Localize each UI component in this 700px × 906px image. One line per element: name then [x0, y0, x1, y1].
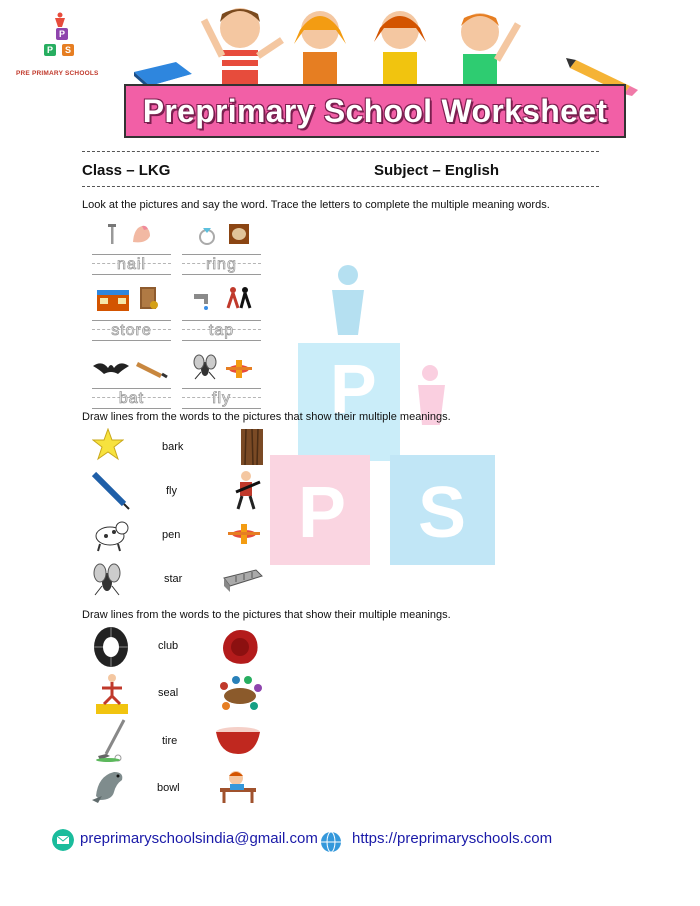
guitarist-icon — [232, 470, 264, 510]
faucet-icon — [192, 288, 214, 312]
bowl-icon — [214, 726, 262, 756]
barking-dog-icon — [90, 516, 130, 552]
footer-website[interactable]: https://preprimaryschools.com — [352, 830, 553, 847]
seal-animal-icon — [90, 766, 130, 804]
airplane-icon — [226, 522, 262, 546]
nail-icon — [100, 222, 122, 246]
boxing-ring-icon — [228, 222, 250, 246]
logo-letter-s: S — [62, 44, 74, 56]
divider — [82, 151, 599, 152]
housefly-icon — [92, 560, 122, 596]
trace-word: store — [111, 322, 152, 339]
match-word: fly — [166, 485, 177, 497]
logo-figure-icon — [52, 12, 68, 28]
cupboard-icon — [138, 286, 160, 310]
diamond-ring-icon — [196, 222, 218, 246]
kids-illustration — [200, 0, 530, 88]
trace-box-tap[interactable] — [182, 320, 261, 342]
section1-instruction: Look at the pictures and say the word. Trace the letters to complete the multiple meaning words. — [82, 199, 550, 211]
svg-text:S: S — [418, 473, 467, 553]
match-word: bowl — [157, 782, 180, 794]
club-meeting-icon — [216, 672, 264, 714]
trace-box-fly[interactable] — [182, 388, 261, 410]
match-word: pen — [162, 529, 181, 541]
bat-animal-icon — [92, 356, 130, 380]
trace-word: tap — [208, 322, 235, 339]
divider — [82, 186, 599, 187]
tire-icon — [92, 626, 130, 668]
shop-icon — [96, 288, 130, 312]
footer-email[interactable]: preprimaryschoolsindia@gmail.com — [80, 830, 318, 847]
svg-text:P: P — [298, 473, 347, 553]
trace-box-bat[interactable] — [92, 388, 171, 410]
logo-text: PRE PRIMARY SCHOOLS — [16, 70, 99, 77]
trace-box-nail[interactable] — [92, 254, 171, 276]
housefly-icon — [192, 352, 218, 380]
logo-letter-p: P — [44, 44, 56, 56]
section2-instruction: Draw lines from the words to the pictures that show their multiple meanings. — [82, 411, 451, 423]
tap-dancers-icon — [224, 286, 254, 310]
trace-box-store[interactable] — [92, 320, 171, 342]
cricket-bat-icon — [136, 356, 168, 380]
section3-instruction: Draw lines from the words to the pictures that show their multiple meanings. — [82, 609, 451, 621]
email-icon — [52, 829, 74, 851]
globe-icon — [320, 831, 342, 853]
match-word: tire — [162, 735, 178, 747]
logo-letter-p-top: P — [56, 28, 68, 40]
star-icon — [92, 428, 124, 462]
title-banner — [124, 84, 626, 138]
tree-bark-icon — [240, 428, 264, 466]
subject-label: Subject – English — [374, 162, 500, 179]
match-word: club — [158, 640, 179, 652]
trace-word: nail — [117, 256, 146, 273]
golf-club-icon — [94, 718, 130, 762]
svg-text:P: P — [330, 350, 377, 428]
trace-word: fly — [212, 390, 231, 407]
class-label: Class – LKG — [82, 162, 171, 179]
airplane-icon — [224, 356, 254, 380]
pps-watermark-logo — [240, 265, 620, 645]
fingernail-icon — [130, 222, 152, 246]
match-word: seal — [158, 687, 179, 699]
match-word: bark — [162, 441, 184, 453]
match-word: star — [164, 573, 183, 585]
pig-pen-icon — [222, 562, 264, 594]
pen-icon — [90, 470, 130, 510]
trace-word: bat — [118, 390, 145, 407]
wax-seal-icon — [220, 628, 260, 666]
tired-child-icon — [218, 766, 258, 804]
trace-word: ring — [206, 256, 237, 273]
trace-box-ring[interactable] — [182, 254, 261, 276]
page-title: Preprimary School Worksheet — [142, 92, 608, 129]
acrobats-icon — [94, 672, 130, 716]
